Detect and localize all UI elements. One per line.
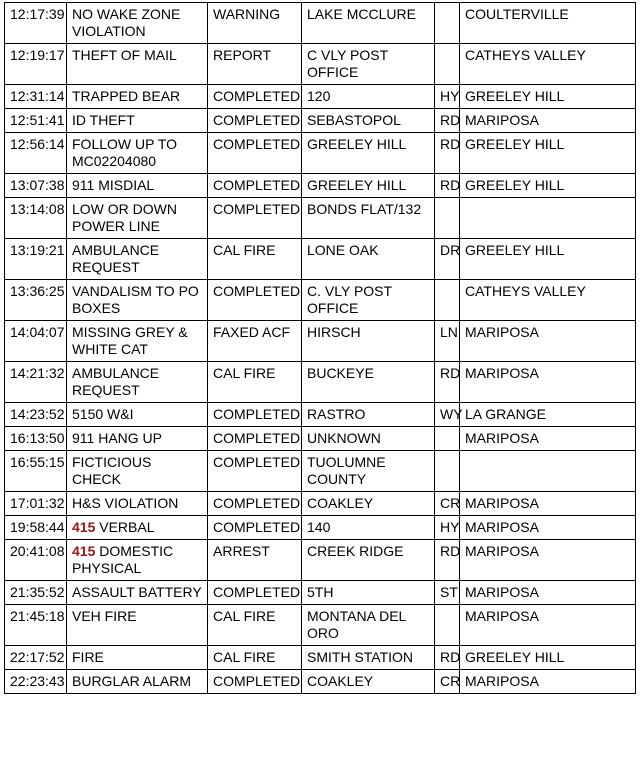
location-cell bbox=[302, 280, 435, 321]
incident-text: DOMESTIC PHYSICAL bbox=[72, 543, 174, 576]
call-log-body bbox=[5, 3, 636, 694]
incident-cell bbox=[67, 3, 208, 44]
incident-cell bbox=[67, 321, 208, 362]
incident-cell bbox=[67, 427, 208, 451]
disposition-text: COMPLETED bbox=[213, 112, 301, 128]
city-text: CATHEYS VALLEY bbox=[465, 283, 586, 299]
table-row bbox=[5, 44, 636, 85]
street-suffix-text: RD bbox=[440, 365, 461, 381]
city-text: CATHEYS VALLEY bbox=[465, 47, 586, 63]
table-row bbox=[5, 85, 636, 109]
incident-cell bbox=[67, 516, 208, 540]
time-text: 13:14:08 bbox=[10, 201, 65, 217]
street-suffix-text: CR bbox=[440, 673, 461, 689]
location-text: SMITH STATION bbox=[307, 649, 414, 665]
city-text: COULTERVILLE bbox=[465, 6, 569, 22]
time-cell bbox=[5, 492, 67, 516]
city-cell bbox=[460, 109, 636, 133]
disposition-cell bbox=[208, 239, 302, 280]
time-text: 13:07:38 bbox=[10, 177, 65, 193]
incident-cell bbox=[67, 44, 208, 85]
disposition-text: COMPLETED bbox=[213, 201, 301, 217]
incident-text: THEFT OF MAIL bbox=[72, 47, 177, 63]
disposition-cell bbox=[208, 198, 302, 239]
disposition-cell bbox=[208, 427, 302, 451]
incident-cell bbox=[67, 133, 208, 174]
disposition-text: COMPLETED bbox=[213, 454, 301, 470]
disposition-text: CAL FIRE bbox=[213, 608, 276, 624]
city-text: MARIPOSA bbox=[465, 365, 539, 381]
time-cell bbox=[5, 44, 67, 85]
disposition-text: COMPLETED bbox=[213, 495, 301, 511]
city-text: MARIPOSA bbox=[465, 324, 539, 340]
time-text: 21:45:18 bbox=[10, 608, 65, 624]
table-row bbox=[5, 492, 636, 516]
location-cell bbox=[302, 670, 435, 694]
time-cell bbox=[5, 321, 67, 362]
time-cell bbox=[5, 239, 67, 280]
disposition-text: COMPLETED bbox=[213, 88, 301, 104]
incident-cell bbox=[67, 174, 208, 198]
incident-cell bbox=[67, 451, 208, 492]
disposition-cell bbox=[208, 605, 302, 646]
incident-text: H&S VIOLATION bbox=[72, 495, 179, 511]
street-suffix-cell bbox=[435, 540, 460, 581]
location-text: 120 bbox=[307, 88, 331, 104]
table-row bbox=[5, 109, 636, 133]
table-row bbox=[5, 321, 636, 362]
street-suffix-cell bbox=[435, 605, 460, 646]
incident-text: FICTICIOUS CHECK bbox=[72, 454, 152, 487]
street-suffix-cell bbox=[435, 174, 460, 198]
street-suffix-cell bbox=[435, 109, 460, 133]
location-cell bbox=[302, 646, 435, 670]
street-suffix-text: RD bbox=[440, 177, 461, 193]
time-cell bbox=[5, 198, 67, 239]
city-cell bbox=[460, 492, 636, 516]
street-suffix-cell bbox=[435, 133, 460, 174]
time-text: 12:51:41 bbox=[10, 112, 65, 128]
street-suffix-cell bbox=[435, 516, 460, 540]
street-suffix-cell bbox=[435, 280, 460, 321]
city-cell bbox=[460, 44, 636, 85]
incident-cell bbox=[67, 581, 208, 605]
disposition-cell bbox=[208, 362, 302, 403]
incident-text: NO WAKE ZONE VIOLATION bbox=[72, 6, 181, 39]
incident-text: FOLLOW UP TO MC02204080 bbox=[72, 136, 178, 169]
incident-cell bbox=[67, 109, 208, 133]
location-text: COAKLEY bbox=[307, 495, 374, 511]
city-text: GREELEY HILL bbox=[465, 649, 565, 665]
time-text: 12:19:17 bbox=[10, 47, 65, 63]
time-text: 14:21:32 bbox=[10, 365, 65, 381]
city-cell bbox=[460, 581, 636, 605]
table-row bbox=[5, 133, 636, 174]
incident-cell bbox=[67, 605, 208, 646]
street-suffix-text: RD bbox=[440, 136, 461, 152]
location-cell bbox=[302, 133, 435, 174]
location-text: BUCKEYE bbox=[307, 365, 374, 381]
incident-text: VERBAL bbox=[99, 519, 155, 535]
street-suffix-cell bbox=[435, 362, 460, 403]
street-suffix-cell bbox=[435, 44, 460, 85]
time-cell bbox=[5, 403, 67, 427]
penal-code: 415 bbox=[72, 519, 96, 535]
table-row bbox=[5, 605, 636, 646]
time-text: 12:17:39 bbox=[10, 6, 65, 22]
table-row bbox=[5, 3, 636, 44]
location-text: COAKLEY bbox=[307, 673, 374, 689]
penal-code: 415 bbox=[72, 543, 96, 559]
location-cell bbox=[302, 540, 435, 581]
disposition-cell bbox=[208, 280, 302, 321]
location-text: C. VLY POST OFFICE bbox=[307, 283, 392, 316]
time-cell bbox=[5, 605, 67, 646]
location-text: 140 bbox=[307, 519, 331, 535]
location-text: GREELEY HILL bbox=[307, 136, 407, 152]
disposition-cell bbox=[208, 3, 302, 44]
disposition-cell bbox=[208, 133, 302, 174]
city-cell bbox=[460, 133, 636, 174]
time-text: 13:36:25 bbox=[10, 283, 65, 299]
city-text: MARIPOSA bbox=[465, 584, 539, 600]
table-row bbox=[5, 581, 636, 605]
disposition-cell bbox=[208, 174, 302, 198]
street-suffix-text: DR bbox=[440, 242, 461, 258]
city-text: MARIPOSA bbox=[465, 495, 539, 511]
street-suffix-text: RD bbox=[440, 543, 461, 559]
location-cell bbox=[302, 198, 435, 239]
incident-text: MISSING GREY & WHITE CAT bbox=[72, 324, 188, 357]
street-suffix-text: HY bbox=[440, 519, 460, 535]
incident-text: ASSAULT BATTERY bbox=[72, 584, 202, 600]
disposition-text: COMPLETED bbox=[213, 177, 301, 193]
time-cell bbox=[5, 670, 67, 694]
incident-text: 911 HANG UP bbox=[72, 430, 162, 446]
location-text: MONTANA DEL ORO bbox=[307, 608, 406, 641]
location-text: SEBASTOPOL bbox=[307, 112, 401, 128]
time-cell bbox=[5, 133, 67, 174]
location-cell bbox=[302, 321, 435, 362]
table-row bbox=[5, 280, 636, 321]
incident-text: LOW OR DOWN POWER LINE bbox=[72, 201, 177, 234]
disposition-cell bbox=[208, 109, 302, 133]
city-cell bbox=[460, 174, 636, 198]
city-cell bbox=[460, 451, 636, 492]
incident-text: VEH FIRE bbox=[72, 608, 137, 624]
incident-text: AMBULANCE REQUEST bbox=[72, 365, 160, 398]
time-cell bbox=[5, 109, 67, 133]
time-text: 17:01:32 bbox=[10, 495, 65, 511]
city-text: MARIPOSA bbox=[465, 519, 539, 535]
incident-text: 911 MISDIAL bbox=[72, 177, 155, 193]
time-text: 16:13:50 bbox=[10, 430, 65, 446]
time-text: 13:19:21 bbox=[10, 242, 65, 258]
time-text: 22:17:52 bbox=[10, 649, 65, 665]
time-text: 14:23:52 bbox=[10, 406, 65, 422]
city-cell bbox=[460, 670, 636, 694]
location-text: C VLY POST OFFICE bbox=[307, 47, 388, 80]
time-cell bbox=[5, 85, 67, 109]
time-text: 12:56:14 bbox=[10, 136, 65, 152]
table-row bbox=[5, 540, 636, 581]
disposition-text: COMPLETED bbox=[213, 519, 301, 535]
location-text: CREEK RIDGE bbox=[307, 543, 404, 559]
time-cell bbox=[5, 581, 67, 605]
city-text: GREELEY HILL bbox=[465, 177, 565, 193]
incident-cell bbox=[67, 280, 208, 321]
street-suffix-text: ST bbox=[440, 584, 458, 600]
disposition-text: CAL FIRE bbox=[213, 649, 276, 665]
city-cell bbox=[460, 540, 636, 581]
incident-cell bbox=[67, 646, 208, 670]
city-text: GREELEY HILL bbox=[465, 88, 565, 104]
time-text: 20:41:08 bbox=[10, 543, 65, 559]
city-cell bbox=[460, 3, 636, 44]
incident-cell bbox=[67, 403, 208, 427]
street-suffix-text: WY bbox=[440, 406, 463, 422]
street-suffix-cell bbox=[435, 3, 460, 44]
street-suffix-cell bbox=[435, 670, 460, 694]
table-row bbox=[5, 239, 636, 280]
incident-text: FIRE bbox=[72, 649, 104, 665]
street-suffix-text: RD bbox=[440, 649, 461, 665]
disposition-text: COMPLETED bbox=[213, 283, 301, 299]
disposition-text: CAL FIRE bbox=[213, 365, 276, 381]
disposition-cell bbox=[208, 492, 302, 516]
call-log-table bbox=[4, 2, 636, 694]
incident-text: AMBULANCE REQUEST bbox=[72, 242, 160, 275]
location-cell bbox=[302, 492, 435, 516]
location-cell bbox=[302, 109, 435, 133]
location-text: TUOLUMNE COUNTY bbox=[307, 454, 386, 487]
street-suffix-cell bbox=[435, 581, 460, 605]
city-cell bbox=[460, 646, 636, 670]
time-cell bbox=[5, 3, 67, 44]
street-suffix-cell bbox=[435, 198, 460, 239]
disposition-text: COMPLETED bbox=[213, 673, 301, 689]
table-row bbox=[5, 427, 636, 451]
location-cell bbox=[302, 362, 435, 403]
location-text: UNKNOWN bbox=[307, 430, 381, 446]
time-text: 14:04:07 bbox=[10, 324, 65, 340]
location-cell bbox=[302, 605, 435, 646]
city-text: GREELEY HILL bbox=[465, 136, 565, 152]
time-cell bbox=[5, 516, 67, 540]
time-cell bbox=[5, 362, 67, 403]
time-text: 12:31:14 bbox=[10, 88, 65, 104]
table-row bbox=[5, 516, 636, 540]
location-text: LAKE MCCLURE bbox=[307, 6, 416, 22]
disposition-cell bbox=[208, 540, 302, 581]
city-cell bbox=[460, 239, 636, 280]
location-text: GREELEY HILL bbox=[307, 177, 407, 193]
city-cell bbox=[460, 280, 636, 321]
time-text: 16:55:15 bbox=[10, 454, 65, 470]
incident-cell bbox=[67, 198, 208, 239]
incident-text: 5150 W&I bbox=[72, 406, 134, 422]
street-suffix-text: CR bbox=[440, 495, 461, 511]
city-text: GREELEY HILL bbox=[465, 242, 565, 258]
location-cell bbox=[302, 174, 435, 198]
time-cell bbox=[5, 451, 67, 492]
location-cell bbox=[302, 516, 435, 540]
street-suffix-cell bbox=[435, 427, 460, 451]
table-row bbox=[5, 670, 636, 694]
time-text: 19:58:44 bbox=[10, 519, 65, 535]
incident-text: VANDALISM TO PO BOXES bbox=[72, 283, 199, 316]
disposition-text: COMPLETED bbox=[213, 406, 301, 422]
city-cell bbox=[460, 403, 636, 427]
disposition-cell bbox=[208, 85, 302, 109]
incident-text: TRAPPED BEAR bbox=[72, 88, 181, 104]
incident-text: BURGLAR ALARM bbox=[72, 673, 192, 689]
city-text: MARIPOSA bbox=[465, 543, 539, 559]
disposition-text: REPORT bbox=[213, 47, 272, 63]
disposition-text: CAL FIRE bbox=[213, 242, 276, 258]
incident-cell bbox=[67, 239, 208, 280]
city-text: MARIPOSA bbox=[465, 608, 539, 624]
incident-cell bbox=[67, 670, 208, 694]
street-suffix-cell bbox=[435, 451, 460, 492]
city-text: LA GRANGE bbox=[465, 406, 546, 422]
location-cell bbox=[302, 44, 435, 85]
table-row bbox=[5, 451, 636, 492]
time-text: 22:23:43 bbox=[10, 673, 65, 689]
time-text: 21:35:52 bbox=[10, 584, 65, 600]
incident-cell bbox=[67, 492, 208, 516]
disposition-cell bbox=[208, 403, 302, 427]
city-cell bbox=[460, 321, 636, 362]
location-cell bbox=[302, 85, 435, 109]
city-cell bbox=[460, 516, 636, 540]
street-suffix-text: LN bbox=[440, 324, 458, 340]
disposition-text: COMPLETED bbox=[213, 430, 301, 446]
incident-cell bbox=[67, 540, 208, 581]
city-text: MARIPOSA bbox=[465, 673, 539, 689]
time-cell bbox=[5, 280, 67, 321]
disposition-cell bbox=[208, 646, 302, 670]
disposition-cell bbox=[208, 581, 302, 605]
disposition-text: WARNING bbox=[213, 6, 281, 22]
table-row bbox=[5, 362, 636, 403]
disposition-text: COMPLETED bbox=[213, 136, 301, 152]
disposition-cell bbox=[208, 451, 302, 492]
street-suffix-cell bbox=[435, 239, 460, 280]
city-cell bbox=[460, 85, 636, 109]
street-suffix-cell bbox=[435, 646, 460, 670]
location-text: 5TH bbox=[307, 584, 334, 600]
table-row bbox=[5, 198, 636, 239]
incident-cell bbox=[67, 362, 208, 403]
disposition-text: FAXED ACF bbox=[213, 324, 291, 340]
disposition-cell bbox=[208, 44, 302, 85]
street-suffix-cell bbox=[435, 492, 460, 516]
time-cell bbox=[5, 174, 67, 198]
location-text: BONDS FLAT/132 bbox=[307, 201, 422, 217]
street-suffix-cell bbox=[435, 85, 460, 109]
city-text: MARIPOSA bbox=[465, 430, 539, 446]
location-cell bbox=[302, 581, 435, 605]
disposition-text: ARREST bbox=[213, 543, 270, 559]
disposition-cell bbox=[208, 670, 302, 694]
disposition-cell bbox=[208, 321, 302, 362]
street-suffix-text: RD bbox=[440, 112, 461, 128]
incident-cell bbox=[67, 85, 208, 109]
city-cell bbox=[460, 427, 636, 451]
location-cell bbox=[302, 403, 435, 427]
street-suffix-text: HY bbox=[440, 88, 460, 104]
city-cell bbox=[460, 605, 636, 646]
table-row bbox=[5, 646, 636, 670]
location-cell bbox=[302, 427, 435, 451]
time-cell bbox=[5, 427, 67, 451]
disposition-cell bbox=[208, 516, 302, 540]
time-cell bbox=[5, 646, 67, 670]
location-text: HIRSCH bbox=[307, 324, 361, 340]
city-cell bbox=[460, 362, 636, 403]
city-text: MARIPOSA bbox=[465, 112, 539, 128]
location-cell bbox=[302, 3, 435, 44]
time-cell bbox=[5, 540, 67, 581]
table-row bbox=[5, 403, 636, 427]
disposition-text: COMPLETED bbox=[213, 584, 301, 600]
location-text: RASTRO bbox=[307, 406, 366, 422]
street-suffix-cell bbox=[435, 321, 460, 362]
city-cell bbox=[460, 198, 636, 239]
incident-text: ID THEFT bbox=[72, 112, 135, 128]
location-text: LONE OAK bbox=[307, 242, 379, 258]
location-cell bbox=[302, 239, 435, 280]
location-cell bbox=[302, 451, 435, 492]
street-suffix-cell bbox=[435, 403, 463, 427]
table-row bbox=[5, 174, 636, 198]
